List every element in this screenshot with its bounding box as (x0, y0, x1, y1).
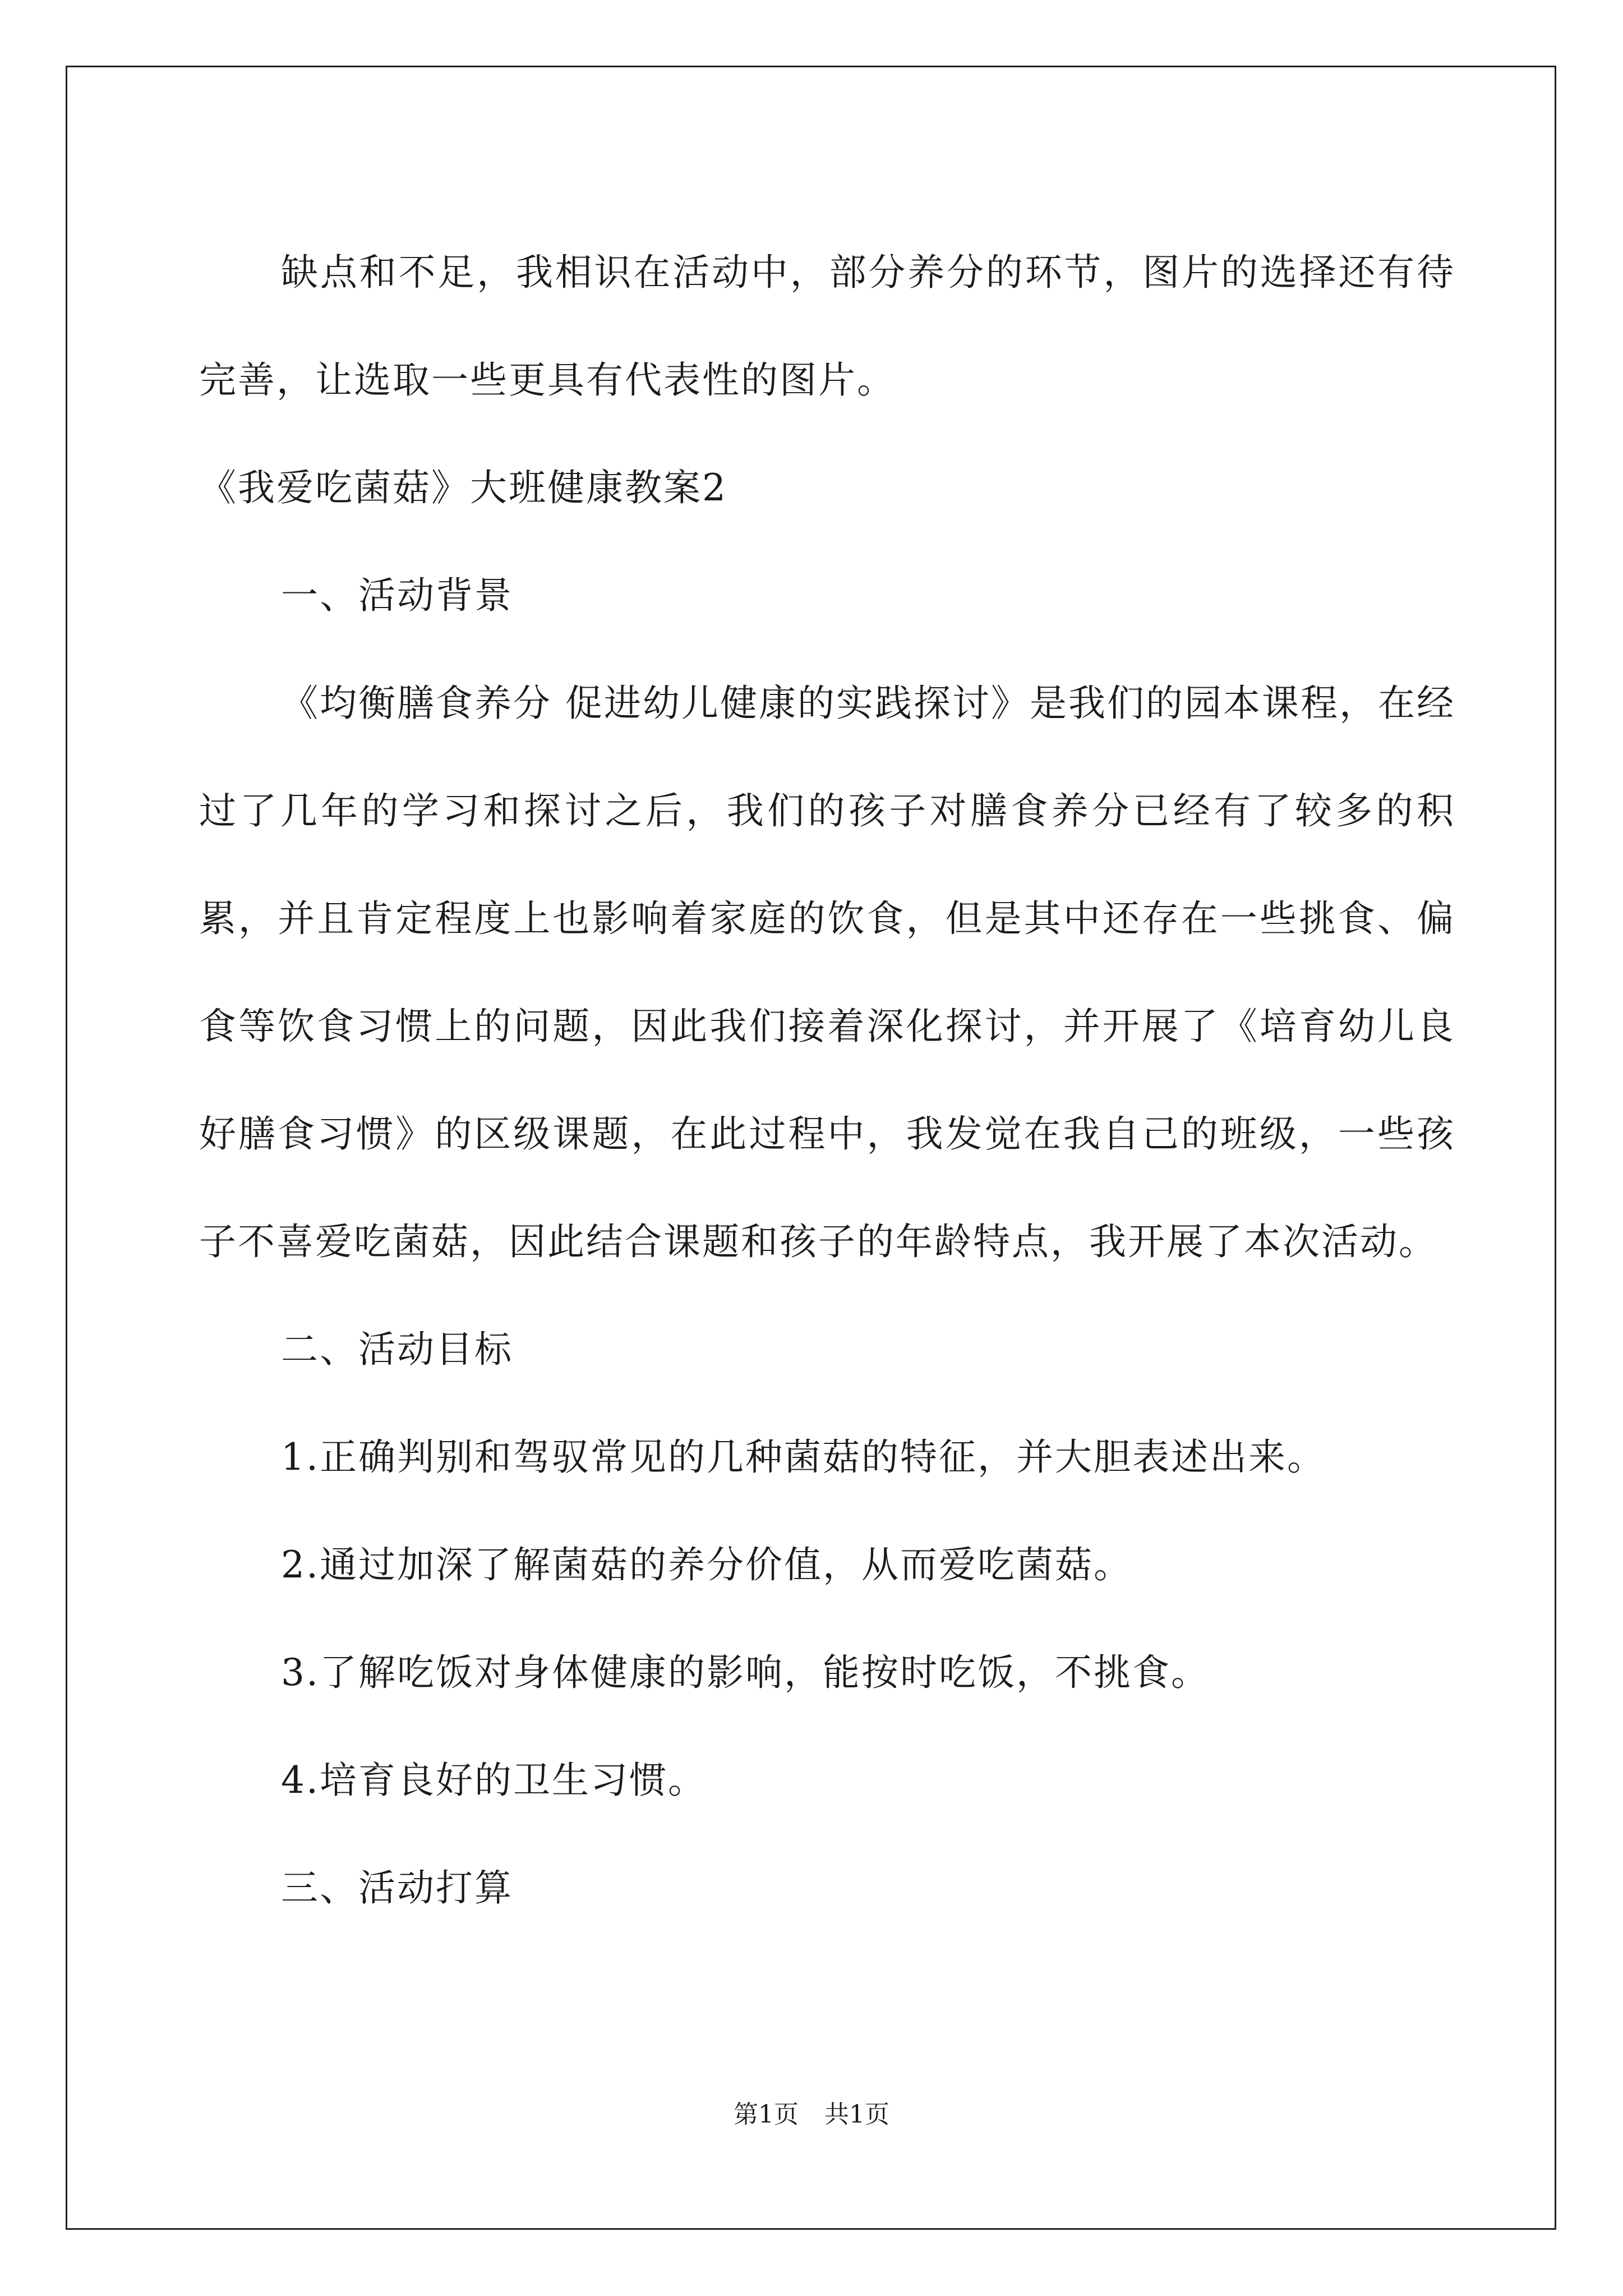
paragraph: 缺点和不足，我相识在活动中，部分养分的环节，图片的选择还有待完善，让选取一些更具有代表性的图片。 (199, 251, 1455, 402)
document-body (199, 219, 1455, 1942)
goal-item: 1.正确判别和驾驭常见的几种菌菇的特征，并大胆表述出来。 (281, 1435, 1326, 1479)
page-footer (0, 2098, 1623, 2132)
heading-preparation: 三、活动打算 (281, 1866, 513, 1910)
goal-item: 4.培育良好的卫生习惯。 (281, 1759, 707, 1802)
page-number: 第1页 (734, 2100, 799, 2129)
paragraph: 《均衡膳食养分 促进幼儿健康的实践探讨》是我们的园本课程，在经过了几年的学习和探讨之后，我们的孩子对膳食养分已经有了较多的积累，并且肯定程度上也影响着家庭的饮食，但是其中还存在一些挑食、偏食等饮食习惯上的问题，因此我们接着深化探讨，并开展了《培育幼儿良好膳食习惯》的区级课题，在此过程中，我发觉在我自己的班级，一些孩子不喜爱吃菌菇，因此结合课题和孩子的年龄特点，我开展了本次活动。 (199, 682, 1455, 1263)
section-title: 《我爱吃菌菇》大班健康教案2 (199, 466, 727, 509)
goal-item: 2.通过加深了解菌菇的养分价值，从而爱吃菌菇。 (281, 1543, 1132, 1586)
heading-goals: 二、活动目标 (281, 1328, 513, 1371)
goal-item: 3.了解吃饭对身体健康的影响，能按时吃饭，不挑食。 (281, 1651, 1210, 1694)
page-total: 共1页 (824, 2100, 889, 2129)
heading-background: 一、活动背景 (281, 574, 513, 617)
